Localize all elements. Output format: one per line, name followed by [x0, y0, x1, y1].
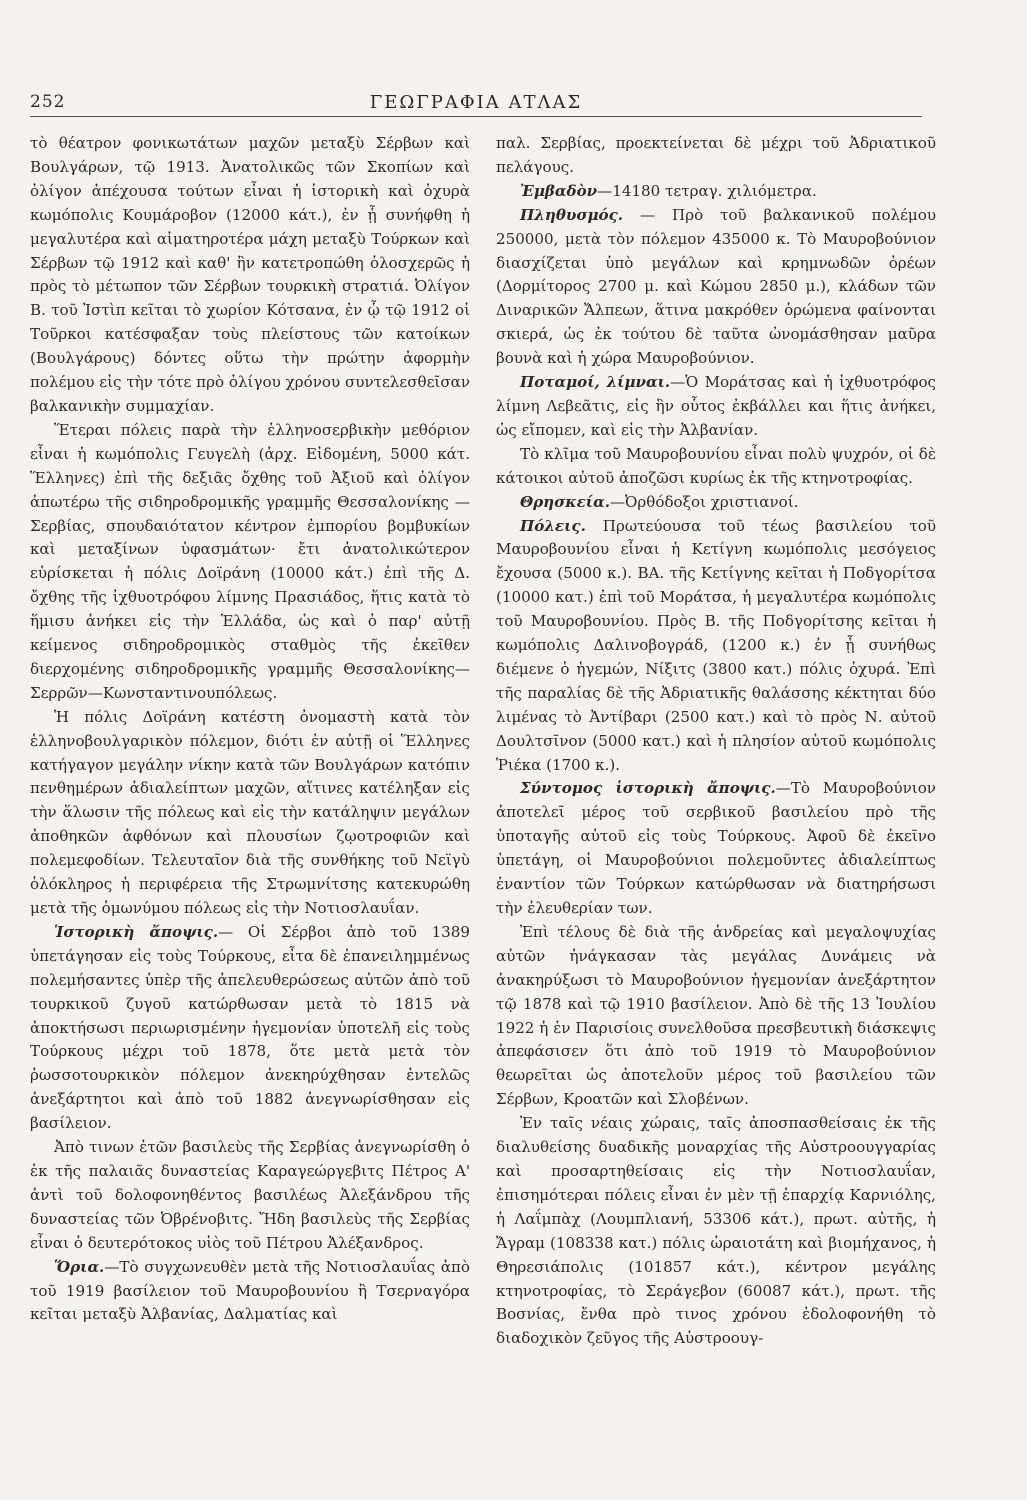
paragraph — [496, 921, 936, 1112]
paragraph — [496, 491, 936, 515]
left-column — [30, 132, 470, 1327]
page-number: 252 — [30, 92, 66, 112]
paragraph-text: Ἡ πόλις Δοϊράνη κατέστη ὀνομαστὴ κατὰ τὸν ἑλληνοβουλγαρικὸν πόλεμον, διότι ἐν αὐτῇ οἱ Ἕλληνες κατήγαγον μεγάλην νίκην κατὰ τῶν Βουλγάρων κατόπιν πενθημέρων ἀδιαλείπτων μαχῶν, αἵτινες κατέληξαν εἰς τὴν ἅλωσιν τῆς πόλεως καὶ εἰς τὴν κατάληψιν μεγάλων ἀποθηκῶν ἀφθόνων καὶ πλουσίων ζῳοτροφιῶν καὶ πολεμεφοδίων. Τελευταῖον διὰ τῆς συνθήκης τοῦ Νεϊγὺ ὁλόκληρος ἡ περιφέρεια τῆς Στρωμνίτσης κατεκυρώθη μετὰ τῆς ὁμωνύμου πόλεως εἰς τὴν Νοτιοσλαυΐαν. — [30, 707, 470, 917]
paragraph-text: Ἐν ταῖς νέαις χώραις, ταῖς ἀποσπασθείσαις ἐκ τῆς διαλυθείσης δυαδικῆς μοναρχίας τῆς Αὐστροουγγαρίας καὶ προσαρτηθείσαις εἰς τὴν Νοτιοσλαυΐαν, ἐπισημότεραι πόλεις εἶναι ἐν μὲν τῇ ἐπαρχίᾳ Καρνιόλης, ἡ Λαΐμπὰχ (Λουμπλιανή, 53306 κάτ.), πρωτ. αὐτῆς, ἡ Ἄγραμ (108338 κατ.) πόλις ὡραιοτάτη καὶ βιομήχανος, ἡ Θηρεσιάπολις (101857 κάτ.), κέντρον μεγάλης κτηνοτροφίας, τὸ Σεράγεβον (60087 κάτ.), πρωτ. τῆς Βοσνίας, ἔνθα πρὸ τινος χρόνου ἐδολοφονήθη τὸ διαδοχικὸν ζεῦγος τῆς Αὐστροουγ- — [496, 1114, 936, 1348]
section-heading: Ποταμοί, λίμναι. — [520, 373, 671, 392]
section-heading: Πληθυσμός. — [520, 205, 624, 224]
paragraph — [30, 419, 470, 706]
paragraph — [496, 777, 936, 920]
section-heading: Ἐμβαδὸν — [520, 181, 598, 200]
paragraph — [30, 1256, 470, 1328]
paragraph — [496, 371, 936, 443]
paragraph — [30, 706, 470, 921]
paragraph-text: —Ὀρθόδοξοι χριστιανοί. — [609, 492, 799, 511]
paragraph-text: παλ. Σερβίας, προεκτείνεται δὲ μέχρι τοῦ Ἀδριατικοῦ πελάγους. — [496, 134, 936, 176]
paragraph-text: — Οἱ Σέρβοι ἀπὸ τοῦ 1389 ὑπετάγησαν εἰς τοὺς Τούρκους, εἶτα δὲ ἐπανειλημμένως πολεμήσαντες ὑπὲρ τῆς ἀπελευθερώσεως αὐτῶν ἀπὸ τοῦ τουρκικοῦ ζυγοῦ κατώρθωσαν μετὰ τὸ 1815 νὰ ἀποκτήσωσι περιωρισμένην ἡγεμονίαν ὑποτελῆ εἰς τοὺς Τούρκους μέχρι τοῦ 1878, ὅτε μετὰ μετὰ τὸν ῥωσσοτουρκικὸν πόλεμον ἀνεκηρύχθησαν ἐντελῶς ἀνεξάρτητοι καὶ ἀπὸ τοῦ 1882 ἀνεγνωρίσθησαν εἰς βασίλειον. — [30, 922, 470, 1133]
paragraph — [496, 1112, 936, 1351]
paragraph-text: Πρωτεύουσα τοῦ τέως βασιλείου τοῦ Μαυροβουνίου εἶναι ἡ Κετίγνη κωμόπολις μεσόγειος ἔχουσα (5000 κ.). ΒΑ. τῆς Κετίγνης κεῖται ἡ Ποδγορίτσα (10000 κατ.) ἐπὶ τοῦ Μοράτσα, ἡ μεγαλυτέρα κωμόπολις τοῦ Μαυροβουνίου. Πρὸς Β. τῆς Ποδγορίτσης κεῖται ἡ κωμόπολις Δαλινοβογράδ, (1200 κ.) ἐν ᾗ συνήθως διέμενε ὁ ἡγεμών, Νίξιτς (3800 κατ.) πόλις ὀχυρά. Ἐπὶ τῆς παραλίας δὲ τῆς Ἀδριατικῆς θαλάσσης κέκτηται δύο λιμένας τὸ Ἀντίβαρι (2500 κατ.) καὶ τὸ πρὸς Ν. αὐτοῦ Δουλτσῖνον (5000 κατ.) καὶ ἡ πλησίον αὐτοῦ κωμόπολις Ῥιέκα (1700 κ.). — [496, 516, 936, 774]
paragraph-text: —Ὁ Μοράτσας καὶ ἡ ἰχθυοτρόφος λίμνη Λεβεᾶτις, εἰς ἣν οὗτος ἐκβάλλει και ἥτις ἀνήκει, ὡς εἴπομεν, καὶ εἰς τὴν Ἀλβανίαν. — [496, 373, 936, 439]
section-heading: Ἱστορικὴ ἄποψις. — [54, 922, 219, 941]
paragraph-text: —14180 τετραγ. χιλιόμετρα. — [597, 181, 817, 200]
paragraph — [30, 921, 470, 1136]
section-heading: Σύντομος ἱστορικὴ ἄποψις. — [520, 779, 776, 798]
right-column — [496, 132, 936, 1351]
paragraph — [496, 443, 936, 491]
paragraph-text: — Πρὸ τοῦ βαλκανικοῦ πολέμου 250000, μετὰ τὸν πόλεμον 435000 κ. Τὸ Μαυροβούνιον διασχίζεται ὑπὸ μεγάλων καὶ κρημνωδῶν ὀρέων (Δορμίτορος 2700 μ. καὶ Κώμου 2850 μ.), κλάδων τῶν Διναρικῶν Ἄλπεων, ἅτινα μακρόθεν ὁρώμενα φαίνονται σκιερά, ὡς ἐκ τούτου δὲ ταῦτα ὠνομάσθησαν μαῦρα βουνὰ καὶ ἡ χώρα Μαυροβούνιον. — [496, 205, 936, 368]
paragraph — [496, 204, 936, 371]
section-heading: Πόλεις. — [520, 516, 586, 535]
paragraph — [496, 515, 936, 778]
paragraph-text: —Τὸ συγχωνευθὲν μετὰ τῆς Νοτιοσλαυΐας ἀπὸ τοῦ 1919 βασίλειον τοῦ Μαυροβουνίου ἢ Τσερναγόρα κεῖται μεταξὺ Ἀλβανίας, Δαλματίας καὶ — [30, 1257, 470, 1324]
paragraph-text: Ἀπὸ τινων ἐτῶν βασιλεὺς τῆς Σερβίας ἀνεγνωρίσθη ὁ ἐκ τῆς παλαιᾶς δυναστείας Καραγεώργεβιτς Πέτρος Α' ἀντὶ τοῦ δολοφονηθέντος βασιλέως Ἀλεξάνδρου τῆς δυναστείας τῶν Ὀβρένοβιτς. Ἤδη βασιλεὺς τῆς Σερβίας εἶναι ὁ δευτερότοκος υἱὸς τοῦ Πέτρου Ἀλέξανδρος. — [30, 1138, 470, 1252]
paragraph — [496, 180, 936, 204]
paragraph-text: Ἐπὶ τέλους δὲ διὰ τῆς ἀνδρείας καὶ μεγαλοψυχίας αὐτῶν ἠνάγκασαν τὰς μεγάλας Δυνάμεις νὰ ἀνακηρύξωσι τὸ Μαυροβούνιον ἡγεμονίαν ἀνεξάρτητον τῷ 1878 καὶ τῷ 1910 βασίλειον. Ἀπὸ δὲ τῆς 13 Ἰουλίου 1922 ἡ ἐν Παρισίοις συνελθοῦσα πρεσβευτικὴ διάσκεψις ἀπεφάσισεν ὅτι ἀπὸ τοῦ 1919 τὸ Μαυροβούνιον θεωρεῖται ὡς ἀποτελοῦν μέρος τοῦ βασιλείου τῶν Σέρβων, Κροατῶν καὶ Σλοβένων. — [496, 922, 936, 1109]
running-header — [30, 86, 922, 117]
paragraph-text: τὸ θέατρον φονικωτάτων μαχῶν μεταξὺ Σέρβων καὶ Βουλγάρων, τῷ 1913. Ἀνατολικῶς τῶν Σκοπίων καὶ ὀλίγον ἀπέχουσα τούτων εἶναι ἡ ἱστορικὴ καὶ ὀχυρὰ κωμόπολις Κουμάροβον (12000 κάτ.), ἐν ᾗ συνήφθη ἡ μεγαλυτέρα καὶ αἱματηροτέρα μάχη μεταξὺ Τούρκων καὶ Σέρβων τῷ 1912 καὶ καθ' ἣν κατετροπώθη ὁλοσχερῶς ἡ πρὸς τὸ μέτωπον τῶν Σέρβων τουρκικὴ στρατιά. Ὀλίγον Β. τοῦ Ἰστὶπ κεῖται τὸ χωρίον Κότσανα, ἐν ᾧ τῷ 1912 οἱ Τοῦρκοι κατέσφαξαν τοὺς πλείστους τῶν κατοίκων (Βουλγάρους) δόντες οὕτω τὴν πρώτην ἀφορμὴν πολέμου εἰς τὴν τότε πρὸ ὀλίγου χρόνου συντελεσθεῖσαν βαλκανικὴν συμμαχίαν. — [30, 134, 470, 415]
paragraph-text: —Τὸ Μαυροβούνιον ἀποτελεῖ μέρος τοῦ σερβικοῦ βασιλείου πρὸ τῆς ὑποταγῆς αὐτοῦ εἰς τοὺς Τούρκους. Ἀφοῦ δὲ ἐκεῖνο ὑπετάγη, οἱ Μαυροβούνιοι πολεμοῦντες ἀδιαλείπτως ἐναντίον τῶν Τούρκων κατώρθωσαν νὰ διατηρήσωσι τὴν ἐλευθερίαν των. — [496, 779, 936, 917]
paragraph-text: Ἕτεραι πόλεις παρὰ τὴν ἑλληνοσερβικὴν μεθόριον εἶναι ἡ κωμόπολις Γευγελὴ (ἀρχ. Εἰδομένη, 5000 κάτ. Ἕλληνες) ἐπὶ τῆς δεξιᾶς ὄχθης τοῦ Ἀξιοῦ καὶ ὀλίγον ἀπωτέρω τῆς σιδηροδρομικῆς γραμμῆς Θεσσαλονίκης — Σερβίας, σπουδαιότατον κέντρον ἐμπορίου βομβυκίων καὶ μεταξίνων ὑφασμάτων· ἔτι ἀνατολικώτερον εὑρίσκεται ἡ πόλις Δοϊράνη (10000 κάτ.) ἐπὶ τῆς Δ. ὄχθης τῆς ἰχθυοτρόφου λίμνης Πρασιάδος, ἥτις κατὰ τὸ ἥμισυ ἀνήκει εἰς τὴν Ἑλλάδα, ὡς καὶ ὁ παρ' αὐτῇ κείμενος σιδηροδρομικὸς σταθμὸς τῆς ἐκεῖθεν διερχομένης σιδηροδρομικῆς γραμμῆς Θεσσαλονίκης—Σερρῶν—Κωνσταντινουπόλεως. — [30, 420, 470, 702]
paragraph — [30, 132, 470, 419]
running-title: ΓΕΩΓΡΑΦΙΑ ΑΤΛΑΣ — [369, 92, 583, 113]
section-heading: Ὅρια. — [54, 1257, 105, 1276]
section-heading: Θρησκεία. — [520, 492, 610, 511]
paragraph-text: Τὸ κλῖμα τοῦ Μαυροβουνίου εἶναι πολὺ ψυχρόν, οἱ δὲ κάτοικοι αὐτοῦ ἀποζῶσι κυρίως ἐκ τῆς κτηνοτροφίας. — [496, 444, 936, 487]
paragraph — [30, 1136, 470, 1256]
paragraph — [496, 132, 936, 180]
